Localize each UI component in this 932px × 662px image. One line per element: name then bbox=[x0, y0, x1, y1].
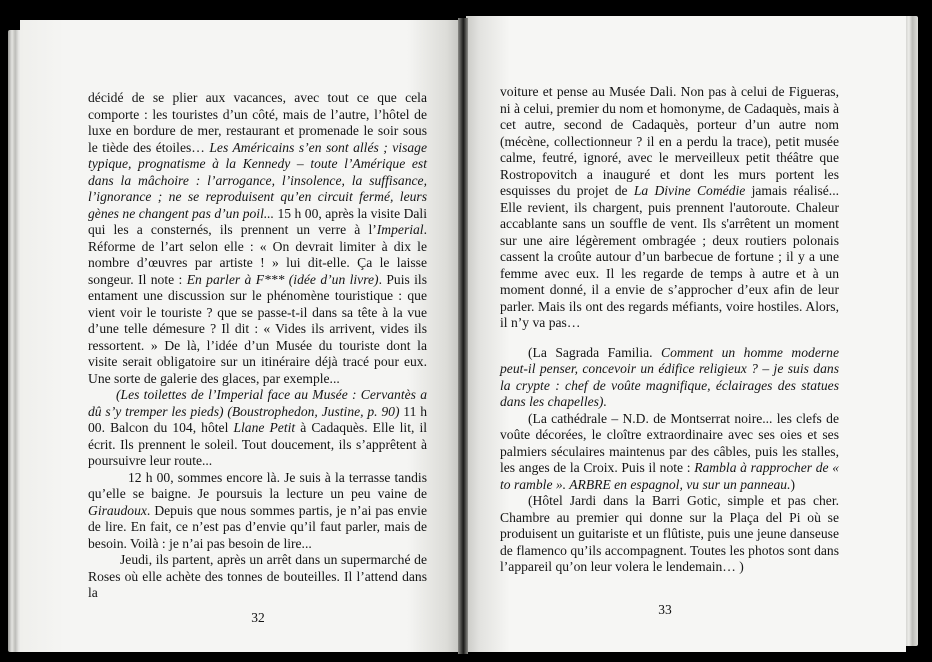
right-paragraph-1: voiture et pense au Musée Dali. Non pas à celui de Figueras, ni à celui, premier du nom et homonyme, de Cadaquès, mais à cet autre, second de Cadaquès, porteur d’un autre nom (mécène, collectionneur ? il en a perdu la trace), petit musée calme, feutré, ignoré, avec le merveilleux petit théâtre que Rostropovitch a inauguré et dont les murs portent les esquisses du projet de La Divine Comédie jamais réalisé... Elle revient, ils chargent, puis prennent l'autoroute. Chaleur accablante sans un souffle de vent. Ils s'arrêtent un moment sur une aire légèrement ombragée ; deux routiers polonais cassent la croûte autour d’un barbecue de fortune ; il y a une femme avec eux. Il les regarde de temps à autre et à un moment donné, il a envie de s’approcher d’eux afin de leur parler. Mais ils ont des regards méfiants, voire hostiles. Alors, il n’y va pas… bbox=[500, 84, 839, 330]
book-gutter bbox=[458, 18, 468, 654]
right-paragraph-2: (La Sagrada Familia. Comment un homme moderne peut-il penser, concevoir un édifice religieux ? – je suis dans la crypte : chef de voûte magnifique, éclairages des statues dans les chapelles). bbox=[500, 344, 839, 409]
left-paragraph-2: (Les toilettes de l’Imperial face au Musée : Cervantès a dû s’y tremper les pieds) (Boustrophedon, Justine, p. 90) 11 h 00. Balcon du 104, hôtel Llane Petit à Cadaquès. Elle lit, il écrit. Ils prennent le soleil. Tout doucement, ils s’apprêtent à poursuivre leur route... bbox=[88, 387, 428, 468]
left-page-text bbox=[88, 90, 427, 602]
left-paragraph-4: Jeudi, ils partent, après un arrêt dans un supermarché de Roses où elle achète des tonnes de bouteilles. Il l’attend dans la bbox=[88, 552, 427, 600]
right-paragraph-3: (La cathédrale – N.D. de Montserrat noire... les clefs de voûte décorées, le cloître extraordinaire avec ses oies et ses palmiers séculaires maintenus par des câbles, puis les stalles, les anges de la Croix. Puis il note : Rambla à rapprocher de « to ramble ». ARBRE en espagnol, vu sur un panneau.) bbox=[500, 410, 839, 492]
right-paragraph-4: (Hôtel Jardi dans la Barri Gotic, simple et pas cher. Chambre au premier qui donne sur la Plaça del Pi où se produisent un guitariste et un flûtiste, puis une jeune danseuse de flamenco qu’ils accompagnent. Toutes les photos sont dans l’appareil qu’on leur volera le lendemain… ) bbox=[500, 493, 839, 574]
left-paragraph-3: 12 h 00, sommes encore là. Je suis à la terrasse tandis qu’elle se baigne. Je poursuis la lecture un peu vaine de Giraudoux. Depuis que nous sommes partis, je n’ai pas envie de lire. En fait, ce n’est pas d’envie qu’il faut parler, mais de besoin. Voilà : je n’ai pas besoin de lire... bbox=[88, 469, 427, 551]
left-page-number: 32 bbox=[251, 610, 265, 625]
right-page-edges bbox=[904, 16, 918, 646]
left-paragraph-1: décidé de se plier aux vacances, avec tout ce que cela comporte : les touristes d’un côté, mais de l’autre, l’hôtel de luxe en bordure de mer, restaurant et promenade le soir sous le tiède des étoiles… Les Américains s’en sont allés ; visage typique, prognatisme à la Kennedy – toute l’Amérique est dans la mâchoire : l’arrogance, l’insolence, la suffisance, l’ignorance ; ne se reproduisent qu’en circuit fermé, leurs gènes ne changent pas d’un poil... 15 h 00, après la visite Dali qui les a consternés, ils prennent un verre à l’Imperial. Réforme de l’art selon elle : « On devrait limiter à dix le nombre d’œuvres par artiste ! » lui dit-elle. Ça le laisse songeur. Il note : En parler à F*** (idée d’un livre). Puis ils entament une discussion sur le phénomène touristique : que vient voir le touriste ? que se passe-t-il dans sa tête à la vue d’une telle démesure ? Il dit : « Vides ils arrivent, vides ils ressortent. » De là, l’idée d’un Musée du touriste dont la visite serait obligatoire sur un itinéraire déjà tracé pour eux. Une sorte de galerie des glaces, par exemple... bbox=[88, 90, 427, 386]
right-page-number: 33 bbox=[658, 602, 672, 617]
right-page-text bbox=[500, 84, 839, 576]
